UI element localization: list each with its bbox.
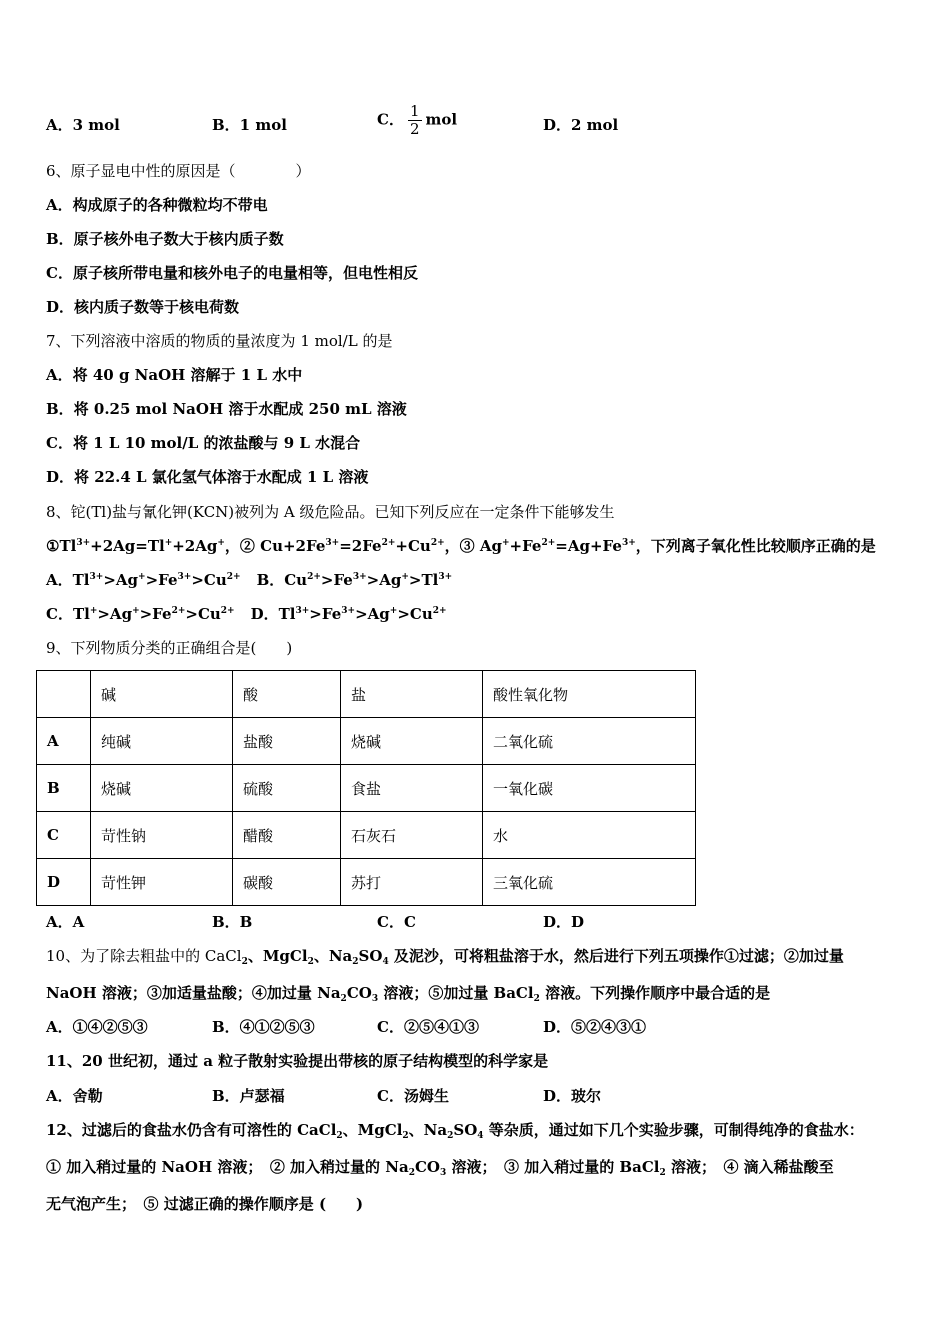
q6-stem: 6、原子显电中性的原因是（ ） — [46, 162, 311, 180]
table-header-cell: 碱 — [91, 671, 233, 718]
q8-stem: 8、铊(Tl)盐与氰化钾(KCN)被列为 A 级危险品。已知下列反应在一定条件下能够发生 — [46, 503, 615, 521]
q9-option-b: B．B — [212, 913, 253, 931]
table-cell: 苛性钾 — [91, 859, 233, 906]
table-cell: 烧碱 — [341, 718, 483, 765]
q8-r-charge: 3+ — [325, 538, 340, 548]
q5-option-c-unit: mol — [425, 110, 458, 129]
table-cell: 纯碱 — [91, 718, 233, 765]
table-cell: 水 — [483, 812, 696, 859]
table-header-cell: 盐 — [341, 671, 483, 718]
q5-option-d: D．2 mol — [543, 116, 619, 134]
q7-option-a: A．将 40 g NaOH 溶解于 1 L 水中 — [46, 366, 303, 384]
q8-r-text: +Cu — [395, 537, 431, 555]
q12-stem-line2: ① 加入稍过量的 NaOH 溶液； ② 加入稍过量的 $Na_2CO_3$ 溶液； ③ 加入稍过量的 BaCl$_2$ 溶液； ④ 滴入稀盐酸至 — [46, 1158, 834, 1178]
q11-option-b: B．卢瑟福 — [212, 1087, 285, 1105]
q9-option-d: D．D — [543, 913, 585, 931]
q11-stem: 11、20 世纪初，通过 a 粒子散射实验提出带核的原子结构模型的科学家是 — [46, 1052, 549, 1070]
q10-stem-line1: 10、为了除去粗盐中的 CaCl$_2$、MgCl$_2$、$Na_2SO_4$ 及泥沙，可将粗盐溶于水，然后进行下列五项操作①过滤；②加过量 — [46, 947, 844, 967]
q11-option-a: A．舍勒 — [46, 1087, 103, 1105]
q6-option-d: D．核内质子数等于核电荷数 — [46, 298, 240, 316]
table-cell: A — [37, 718, 91, 765]
q10-option-a: A．①④②⑤③ — [46, 1018, 148, 1036]
q8-option-d: D．$Tl^{3+}>Fe^{3+}>Ag^+>Cu^{2+}$ — [250, 605, 447, 623]
table-cell: 一氧化碳 — [483, 765, 696, 812]
q5-option-c — [377, 103, 457, 138]
q8-r-charge: 2+ — [381, 538, 396, 548]
q10-option-b: B．④①②⑤③ — [212, 1018, 315, 1036]
table-cell: 碳酸 — [233, 859, 341, 906]
q12-stem-line1: 12、过滤后的食盐水仍含有可溶性的 CaCl$_2$、MgCl$_2$、$Na_2SO_4$ 等杂质，通过如下几个实验步骤，可制得纯净的食盐水： — [46, 1121, 864, 1141]
table-cell: 苛性钠 — [91, 812, 233, 859]
q5-option-b: B．1 mol — [212, 116, 287, 134]
q11-option-d: D．玻尔 — [543, 1087, 602, 1105]
table-row — [37, 812, 696, 859]
table-cell: 二氧化硫 — [483, 718, 696, 765]
table-cell: 苏打 — [341, 859, 483, 906]
table-row — [37, 765, 696, 812]
table-row — [37, 859, 696, 906]
q8-option-c: C．$Tl^+>Ag^+>Fe^{2+}>Cu^{2+}$ — [46, 605, 235, 623]
table-cell: 烧碱 — [91, 765, 233, 812]
q8-option-a: A．$Tl^{3+}>Ag^+>Fe^{3+}>Cu^{2+}$ — [46, 571, 241, 589]
q12-stem-line3: 无气泡产生； ⑤ 过滤正确的操作顺序是 ( ) — [46, 1195, 364, 1213]
q10-option-d: D．⑤②④③① — [543, 1018, 647, 1036]
q8-r-charge: + — [501, 538, 510, 548]
table-cell: 盐酸 — [233, 718, 341, 765]
q8-r-text: +Fe — [509, 537, 542, 555]
q8-reactions — [46, 536, 876, 556]
table-header-cell — [37, 671, 91, 718]
table-cell: D — [37, 859, 91, 906]
q9-stem: 9、下列物质分类的正确组合是( ) — [46, 639, 293, 657]
q8-r-text: ，③ Ag — [444, 537, 502, 555]
q5-option-a: A．3 mol — [46, 116, 120, 134]
q9-option-c: C．C — [377, 913, 416, 931]
fraction-half — [408, 103, 422, 138]
q8-r-charge: 2+ — [541, 538, 556, 548]
q8-r-charge: + — [164, 538, 173, 548]
table-header-cell: 酸 — [233, 671, 341, 718]
q7-option-d: D．将 22.4 L 氯化氢气体溶于水配成 1 L 溶液 — [46, 468, 369, 486]
q7-stem: 7、下列溶液中溶质的物质的量浓度为 1 mol/L 的是 — [46, 332, 393, 350]
table-cell: 三氧化硫 — [483, 859, 696, 906]
q8-r-text: +2Ag=Tl — [90, 537, 165, 555]
q8-options-cd — [46, 604, 447, 624]
q9-option-a: A．A — [46, 913, 85, 931]
q8-r-text: =Ag+Fe — [555, 537, 622, 555]
q11-option-c: C．汤姆生 — [377, 1087, 449, 1105]
q10-stem-line2: NaOH 溶液；③加适量盐酸；④加过量 $Na_2CO_3$ 溶液；⑤加过量 BaCl$_2$ 溶液。下列操作顺序中最合适的是 — [46, 984, 771, 1004]
q8-r-text: ，② Cu+2Fe — [224, 537, 326, 555]
q6-option-b: B．原子核外电子数大于核内质子数 — [46, 230, 284, 248]
q10-option-c: C．②⑤④①③ — [377, 1018, 479, 1036]
table-header-row — [37, 671, 696, 718]
table-header-cell: 酸性氧化物 — [483, 671, 696, 718]
q8-r-charge: + — [217, 538, 225, 548]
table-cell: 硫酸 — [233, 765, 341, 812]
q6-option-c: C．原子核所带电量和核外电子的电量相等，但电性相反 — [46, 264, 418, 282]
q5-option-c-label: C． — [377, 110, 404, 129]
fraction-numerator: 1 — [409, 102, 420, 120]
q8-r-charge: 3+ — [76, 538, 91, 548]
q8-r-charge: 2+ — [430, 538, 445, 548]
table-row — [37, 718, 696, 765]
classification-table — [36, 670, 696, 906]
q8-r-text: =2Fe — [339, 537, 382, 555]
table-cell: B — [37, 765, 91, 812]
table-cell: 醋酸 — [233, 812, 341, 859]
table-cell: 食盐 — [341, 765, 483, 812]
q8-r-text: +2Ag — [172, 537, 218, 555]
table-cell: C — [37, 812, 91, 859]
fraction-denominator: 2 — [409, 120, 420, 138]
q8-options-ab — [46, 570, 452, 590]
q8-r-text: ①Tl — [46, 537, 77, 555]
table-cell: 石灰石 — [341, 812, 483, 859]
q7-option-b: B．将 0.25 mol NaOH 溶于水配成 250 mL 溶液 — [46, 400, 407, 418]
q8-r-charge: 3+ — [621, 538, 636, 548]
q8-r-text: ，下列离子氧化性比较顺序正确的是 — [635, 537, 876, 555]
q8-option-b: B．$Cu^{2+}>Fe^{3+}>Ag^+>Tl^{3+}$ — [256, 571, 453, 589]
q7-option-c: C．将 1 L 10 mol/L 的浓盐酸与 9 L 水混合 — [46, 434, 361, 452]
q6-option-a: A．构成原子的各种微粒均不带电 — [46, 196, 268, 214]
